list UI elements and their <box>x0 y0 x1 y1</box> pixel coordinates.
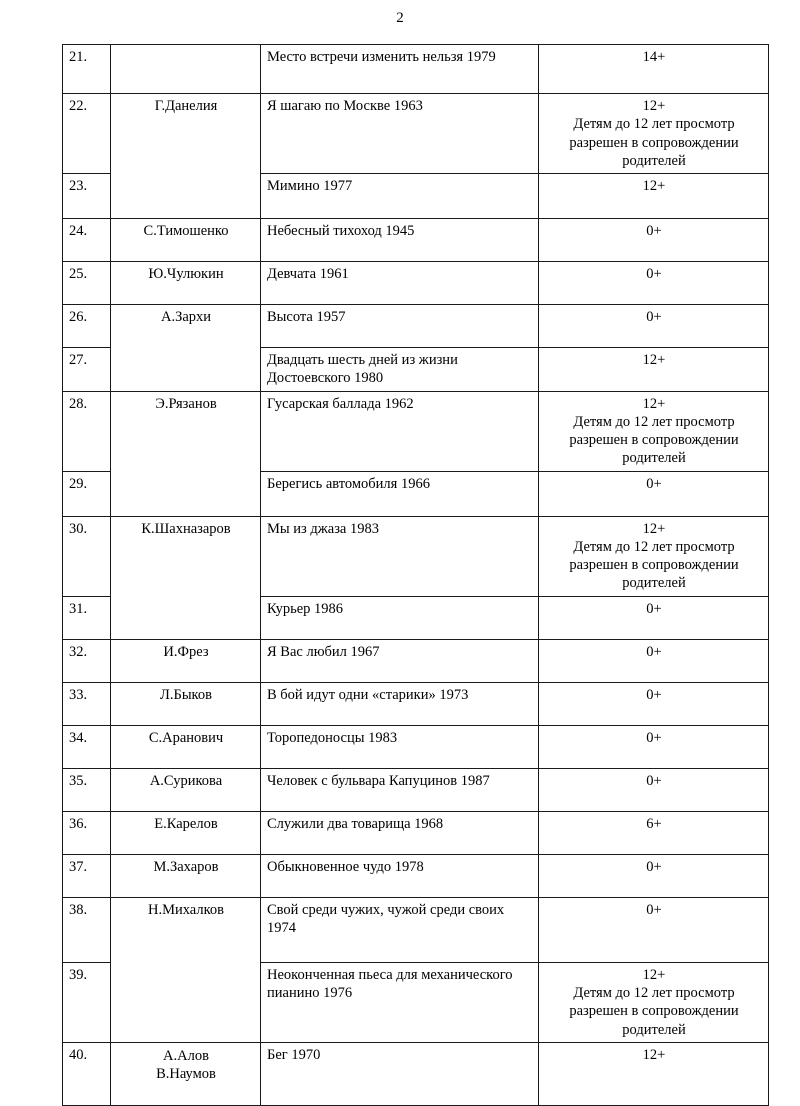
age-rating: 12+ <box>642 1046 666 1063</box>
row-number: 36. <box>63 811 111 854</box>
age-rating-cell <box>539 725 769 768</box>
film-title: Я Вас любил 1967 <box>261 639 539 682</box>
director-name: А.Сурикова <box>111 768 261 811</box>
director-name: Н.Михалков <box>111 897 261 1042</box>
age-rating: 0+ <box>646 600 662 617</box>
row-number: 39. <box>63 962 111 1042</box>
age-rating: 12+ <box>642 178 666 195</box>
film-title: Место встречи изменить нельзя 1979 <box>261 45 539 94</box>
age-rating: 0+ <box>646 643 662 660</box>
age-rating: 0+ <box>646 309 662 326</box>
film-title: Мимино 1977 <box>261 174 539 219</box>
row-number: 32. <box>63 639 111 682</box>
table-row <box>63 725 769 768</box>
table-row <box>63 94 769 174</box>
age-rating: 0+ <box>646 475 662 492</box>
age-rating: 12+ <box>642 98 666 114</box>
table-row <box>63 768 769 811</box>
row-number: 29. <box>63 471 111 516</box>
director-name: Э.Рязанов <box>111 391 261 516</box>
age-rating-cell <box>539 596 769 639</box>
age-rating-note: Детям до 12 лет просмотр разрешен в сопровождении родителей <box>569 116 739 169</box>
age-rating-cell <box>539 854 769 897</box>
table-row <box>63 305 769 348</box>
director-name: С.Тимошенко <box>111 219 261 262</box>
row-number: 28. <box>63 391 111 471</box>
age-rating-cell <box>539 391 769 471</box>
row-number: 21. <box>63 45 111 94</box>
age-rating: 0+ <box>646 901 662 918</box>
age-rating-cell <box>539 897 769 962</box>
film-title: Человек с бульвара Капуцинов 1987 <box>261 768 539 811</box>
director-name: Е.Карелов <box>111 811 261 854</box>
page-number: 2 <box>396 10 404 26</box>
age-rating-cell <box>539 219 769 262</box>
director-name: Л.Быков <box>111 682 261 725</box>
director-name-line-2: В.Наумов <box>156 1066 216 1083</box>
row-number: 24. <box>63 219 111 262</box>
age-rating-cell <box>539 768 769 811</box>
age-rating: 6+ <box>646 815 662 832</box>
table-row <box>63 391 769 471</box>
age-rating-cell <box>539 471 769 516</box>
film-title: Неоконченная пьеса для механического пианино 1976 <box>261 962 539 1042</box>
age-rating-cell <box>539 682 769 725</box>
row-number: 38. <box>63 897 111 962</box>
age-rating-cell <box>539 516 769 596</box>
row-number: 27. <box>63 348 111 392</box>
film-table-container <box>62 44 768 1106</box>
table-row <box>63 45 769 94</box>
age-rating: 12+ <box>642 352 666 369</box>
table-row <box>63 1042 769 1105</box>
film-title: Девчата 1961 <box>261 262 539 305</box>
age-rating-cell <box>539 639 769 682</box>
table-row <box>63 516 769 596</box>
row-number: 22. <box>63 94 111 174</box>
age-rating: 0+ <box>646 686 662 703</box>
age-rating: 0+ <box>646 858 662 875</box>
director-name: К.Шахназаров <box>111 516 261 639</box>
film-title: Я шагаю по Москве 1963 <box>261 94 539 174</box>
film-title: Мы из джаза 1983 <box>261 516 539 596</box>
age-rating-cell <box>539 94 769 174</box>
film-title: Свой среди чужих, чужой среди своих 1974 <box>261 897 539 962</box>
film-title: Высота 1957 <box>261 305 539 348</box>
age-rating-cell <box>539 262 769 305</box>
film-title: Обыкновенное чудо 1978 <box>261 854 539 897</box>
row-number: 26. <box>63 305 111 348</box>
age-rating: 0+ <box>646 729 662 746</box>
age-rating-cell <box>539 962 769 1042</box>
row-number: 25. <box>63 262 111 305</box>
director-name: Ю.Чулюкин <box>111 262 261 305</box>
age-rating: 14+ <box>642 49 666 65</box>
table-row <box>63 219 769 262</box>
table-row <box>63 682 769 725</box>
film-title: Торопедоносцы 1983 <box>261 725 539 768</box>
age-rating: 0+ <box>646 266 662 283</box>
director-name: С.Аранович <box>111 725 261 768</box>
age-rating: 12+ <box>642 966 666 983</box>
age-rating-cell <box>539 348 769 392</box>
director-name-line-1: А.Алов <box>163 1047 209 1064</box>
row-number: 40. <box>63 1042 111 1105</box>
row-number: 35. <box>63 768 111 811</box>
age-rating-cell <box>539 811 769 854</box>
age-rating: 0+ <box>646 223 662 240</box>
director-cell-empty <box>111 45 261 94</box>
director-names <box>111 1042 261 1105</box>
row-number: 34. <box>63 725 111 768</box>
row-number: 33. <box>63 682 111 725</box>
film-title: Гусарская баллада 1962 <box>261 391 539 471</box>
film-title: В бой идут одни «старики» 1973 <box>261 682 539 725</box>
row-number: 37. <box>63 854 111 897</box>
film-title: Небесный тихоход 1945 <box>261 219 539 262</box>
film-title: Служили два товарища 1968 <box>261 811 539 854</box>
table-row <box>63 639 769 682</box>
age-rating-note: Детям до 12 лет просмотр разрешен в сопровождении родителей <box>569 538 739 592</box>
age-rating-note: Детям до 12 лет просмотр разрешен в сопровождении родителей <box>569 984 739 1038</box>
director-name: А.Зархи <box>111 305 261 392</box>
table-row <box>63 262 769 305</box>
age-rating: 12+ <box>642 395 666 412</box>
director-name: М.Захаров <box>111 854 261 897</box>
film-title: Берегись автомобиля 1966 <box>261 471 539 516</box>
row-number: 30. <box>63 516 111 596</box>
table-row <box>63 811 769 854</box>
row-number: 23. <box>63 174 111 219</box>
film-title: Двадцать шесть дней из жизни Достоевского 1980 <box>261 348 539 392</box>
age-rating-cell <box>539 45 769 94</box>
table-row <box>63 854 769 897</box>
row-number: 31. <box>63 596 111 639</box>
age-rating: 12+ <box>642 520 666 537</box>
director-name: Г.Данелия <box>111 94 261 219</box>
director-name: И.Фрез <box>111 639 261 682</box>
age-rating: 0+ <box>646 772 662 789</box>
age-rating-cell <box>539 305 769 348</box>
film-title: Бег 1970 <box>261 1042 539 1105</box>
film-title: Курьер 1986 <box>261 596 539 639</box>
film-table <box>62 44 769 1106</box>
age-rating-cell <box>539 174 769 219</box>
table-row <box>63 897 769 962</box>
age-rating-cell <box>539 1042 769 1105</box>
age-rating-note: Детям до 12 лет просмотр разрешен в сопровождении родителей <box>569 413 739 467</box>
